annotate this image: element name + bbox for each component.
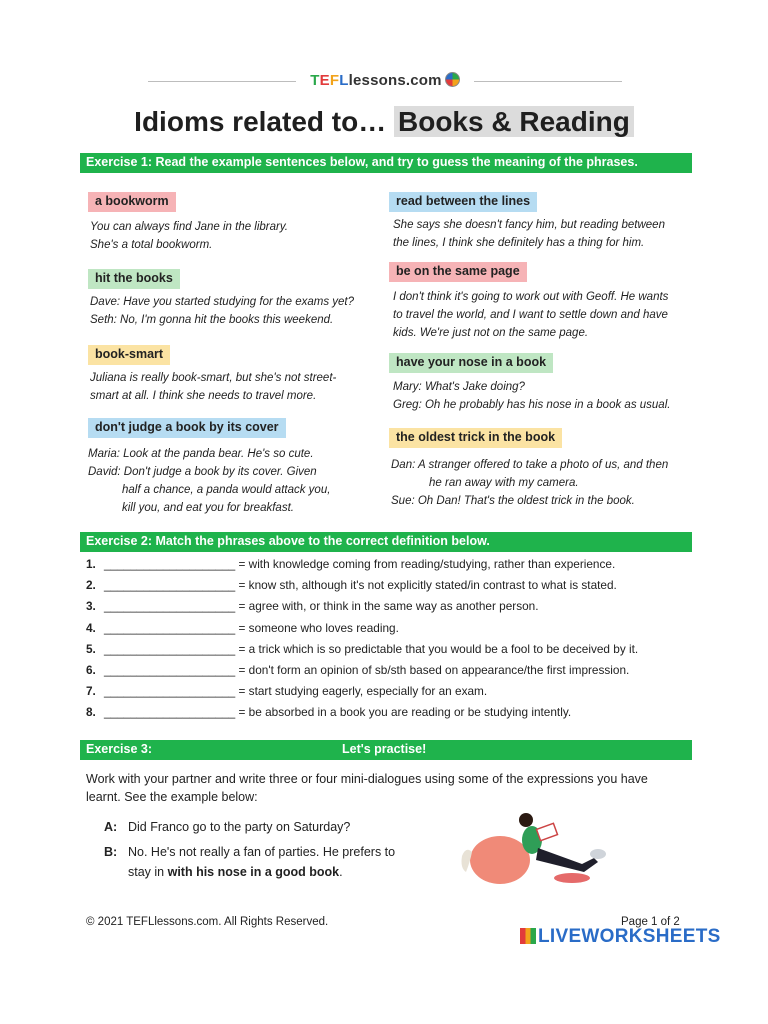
- dialogue-line-a: A: Did Franco go to the party on Saturday?: [104, 820, 351, 834]
- example-read-between-lines: She says she doesn't fancy him, but reading between the lines, I think she definitely has a thing for him.: [393, 219, 665, 249]
- example-judge-a-book: Maria: Look at the panda bear. He's so cute. David: Don't judge a book by its cover. Given half a chance, a panda would attack you, kill you, and eat you for breakfast.: [88, 448, 331, 514]
- answer-blank[interactable]: ____________________: [104, 578, 236, 593]
- idiom-tag-nose-in-book: have your nose in a book: [389, 353, 553, 373]
- definition-row: 5. ____________________ = a trick which is so predictable that you would be a fool to be deceived by it.: [86, 641, 639, 656]
- answer-blank[interactable]: ____________________: [104, 705, 236, 720]
- answer-blank[interactable]: ____________________: [104, 641, 236, 656]
- example-book-smart: Juliana is really book-smart, but she's not street- smart at all. I think she needs to travel more.: [90, 372, 337, 402]
- globe-icon: [445, 72, 460, 87]
- dialogue-line-b: B: No. He's not really a fan of parties. He prefers to stay in with his nose in a good book.: [104, 845, 396, 879]
- page-title: Idioms related to… Books & Reading: [0, 106, 768, 138]
- liveworksheets-watermark: LIVEWORKSHEETS: [520, 926, 721, 948]
- answer-blank[interactable]: ____________________: [104, 684, 236, 699]
- idiom-tag-same-page: be on the same page: [389, 262, 527, 282]
- example-same-page: I don't think it's going to work out with Geoff. He wants to travel the world, and I want to settle down and have kids. We're just not on the same page.: [393, 291, 669, 339]
- idiom-tag-judge-a-book: don't judge a book by its cover: [88, 418, 286, 438]
- logo-rule-right: [474, 81, 622, 82]
- example-hit-the-books: Dave: Have you started studying for the exams yet? Seth: No, I'm gonna hit the books this weekend.: [90, 296, 354, 326]
- example-bookworm: You can always find Jane in the library. She's a total bookworm.: [90, 221, 288, 251]
- definition-row: 8. ____________________ = be absorbed in a book you are reading or be studying intently.: [86, 705, 572, 720]
- reading-person-illustration: [452, 808, 612, 888]
- definition-row: 4. ____________________ = someone who loves reading.: [86, 620, 399, 635]
- answer-blank[interactable]: ____________________: [104, 620, 236, 635]
- answer-blank[interactable]: ____________________: [104, 662, 236, 677]
- definition-list: [86, 557, 686, 727]
- exercise1-bar: Exercise 1: Read the example sentences below, and try to guess the meaning of the phrases.: [80, 153, 692, 173]
- site-logo: TEFLlessons.com: [300, 72, 470, 89]
- liveworksheets-logo-icon: [520, 928, 536, 944]
- exercise3-instructions: Work with your partner and write three or four mini-dialogues using some of the expressions you have learnt. See the example below:: [86, 772, 648, 804]
- example-nose-in-book: Mary: What's Jake doing? Greg: Oh he probably has his nose in a book as usual.: [393, 381, 671, 411]
- idiom-tag-read-between-lines: read between the lines: [389, 192, 537, 212]
- title-highlight: Books & Reading: [394, 106, 634, 137]
- example-oldest-trick: Dan: A stranger offered to take a photo of us, and then he ran away with my camera. Sue: Oh Dan! That's the oldest trick in the book.: [391, 459, 669, 507]
- site-logo-row: [148, 70, 622, 94]
- definition-row: 1. ____________________ = with knowledge coming from reading/studying, rather than experience.: [86, 557, 616, 571]
- answer-blank[interactable]: ____________________: [104, 557, 236, 571]
- copyright-notice: © 2021 TEFLlessons.com. All Rights Reserved.: [86, 916, 329, 928]
- idiom-tag-oldest-trick: the oldest trick in the book: [389, 428, 562, 448]
- exercise3-bar: Exercise 3: Let's practise!: [80, 740, 692, 760]
- page-number: Page 1 of 2: [621, 916, 680, 928]
- idiom-tag-book-smart: book-smart: [88, 345, 170, 365]
- answer-blank[interactable]: ____________________: [104, 599, 236, 614]
- definition-row: 2. ____________________ = know sth, although it's not explicitly stated/in contrast to what is stated.: [86, 578, 617, 593]
- idiom-tag-hit-the-books: hit the books: [88, 269, 180, 289]
- definition-row: 3. ____________________ = agree with, or think in the same way as another person.: [86, 599, 539, 614]
- definition-row: 6. ____________________ = don't form an opinion of sb/sth based on appearance/the first impression.: [86, 662, 630, 677]
- definition-row: 7. ____________________ = start studying eagerly, especially for an exam.: [86, 684, 488, 699]
- logo-rule-left: [148, 81, 296, 82]
- idiom-tag-bookworm: a bookworm: [88, 192, 176, 212]
- exercise2-bar: Exercise 2: Match the phrases above to the correct definition below.: [80, 532, 692, 552]
